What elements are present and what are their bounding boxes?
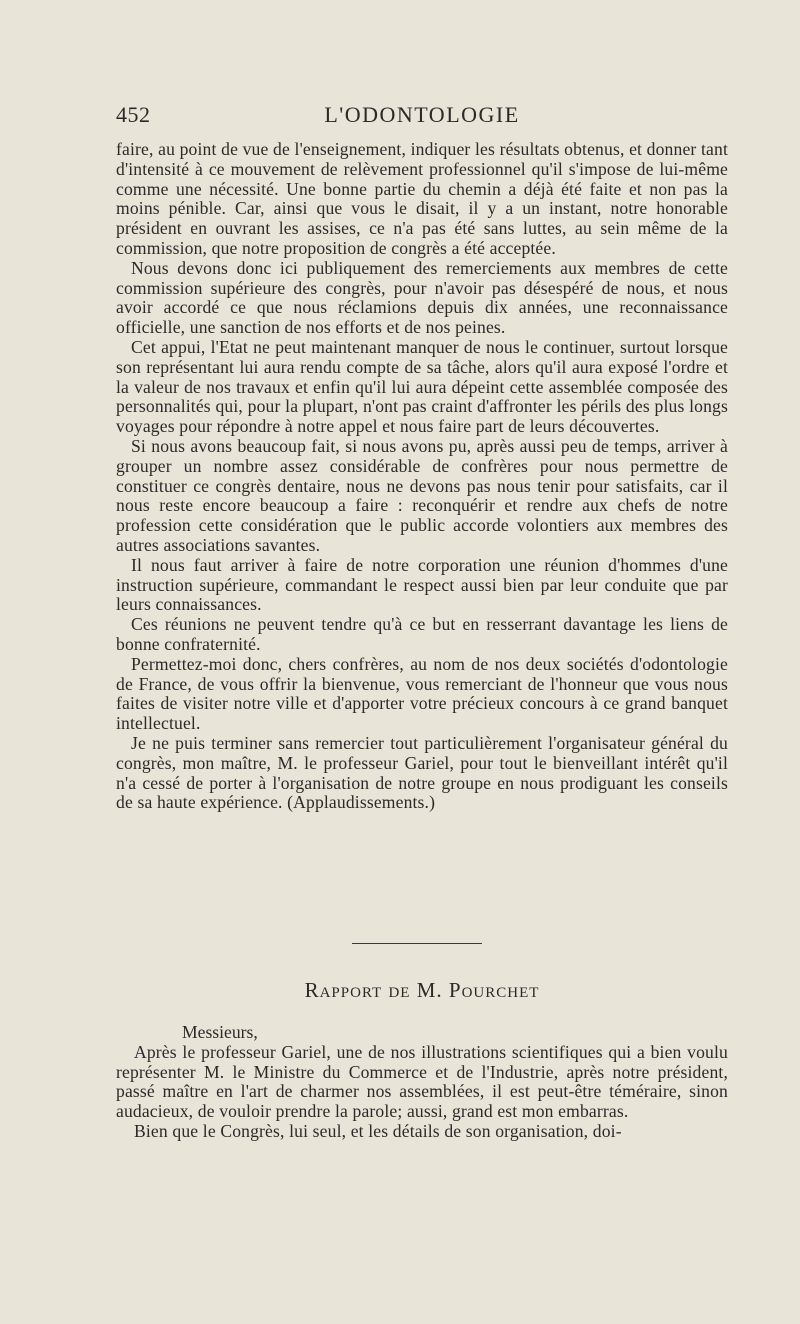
paragraph: faire, au point de vue de l'enseignement, indiquer les résultats obtenus, et donner tant d'intensité à ce mouvement de relèvement professionnel qu'il s'impose de lui-même comme une nécessité. Une bonne partie du chemin a déjà été faite et non pas la moins pénible. Car, ainsi que vous le disait, il y a un instant, notre honorable président en ouvrant les assises, ce n'a pas été sans luttes, au sein même de la commission, que notre proposition de congrès a été acceptée. (116, 139, 728, 258)
paragraph: Je ne puis terminer sans remercier tout particulièrement l'organisateur général du congrès, mon maître, M. le professeur Gariel, pour tout le bienveillant intérêt qu'il n'a cessé de porter à l'organisation de notre groupe en nous prodiguant les conseils de sa haute expérience. (Applaudissements.) (116, 732, 728, 813)
paragraph: Bien que le Congrès, lui seul, et les détails de son organisation, doi- (134, 1120, 622, 1141)
page-header (116, 100, 728, 130)
paragraph: Il nous faut arriver à faire de notre corporation une réunion d'hommes d'une instruction supérieure, commandant le respect aussi bien par leur conduite que par leurs connaissances. (116, 554, 728, 615)
paragraph: Cet appui, l'Etat ne peut maintenant manquer de nous le continuer, surtout lorsque son représentant lui aura rendu compte de sa tâche, alors qu'il aura exposé l'ordre et la valeur de nos travaux et enfin qu'il lui aura dépeint cette assemblée composée des personnalités qui, pour la plupart, n'ont pas craint d'affronter les périls des plus longs voyages pour répondre à notre appel et nous faire part de leurs découvertes. (116, 336, 728, 437)
paragraph: Si nous avons beaucoup fait, si nous avons pu, après aussi peu de temps, arriver à grouper un nombre assez considérable de confrères pour nous permettre de constituer ce congrès dentaire, nous ne devons pas nous tenir pour satisfaits, car il nous reste encore beaucoup a faire : reconquérir et rendre aux chefs de notre profession cette considération que le public accorde volontiers aux membres des autres associations savantes. (116, 435, 728, 555)
paragraph: Après le professeur Gariel, une de nos illustrations scientifiques qui a bien voulu représenter M. le Ministre du Commerce et de l'Industrie, après notre président, passé maître en l'art de charmer nos assemblées, il est peut-être téméraire, sinon audacieux, de vouloir prendre la parole; aussi, grand est mon embarras. (116, 1041, 728, 1122)
body-text (116, 140, 728, 813)
paragraph: Ces réunions ne peuvent tendre qu'à ce but en resserrant davantage les liens de bonne confraternité. (116, 614, 728, 654)
running-title: L'ODONTOLOGIE (324, 102, 520, 127)
page-number: 452 (116, 102, 151, 127)
section-divider (352, 943, 482, 944)
paragraph: Permettez-moi donc, chers confrères, au nom de nos deux sociétés d'odontologie de France, de vous offrir la bienvenue, vous remerciant de l'honneur que vous nous faites de visiter notre ville et d'apporter votre précieux concours à ce grand banquet intellectuel. (116, 653, 728, 734)
section-title: Rapport de M. Pourchet (304, 978, 540, 1002)
salutation: Messieurs, (182, 1022, 258, 1042)
paragraph: Nous devons donc ici publiquement des remerciements aux membres de cette commission supérieure des congrès, pour n'avoir pas désespéré de nous, et nous avoir accordé ce que nous réclamions depuis dix années, une reconnaissance officielle, une sanction de nos efforts et de nos peines. (116, 257, 728, 338)
report-text (116, 1023, 728, 1142)
